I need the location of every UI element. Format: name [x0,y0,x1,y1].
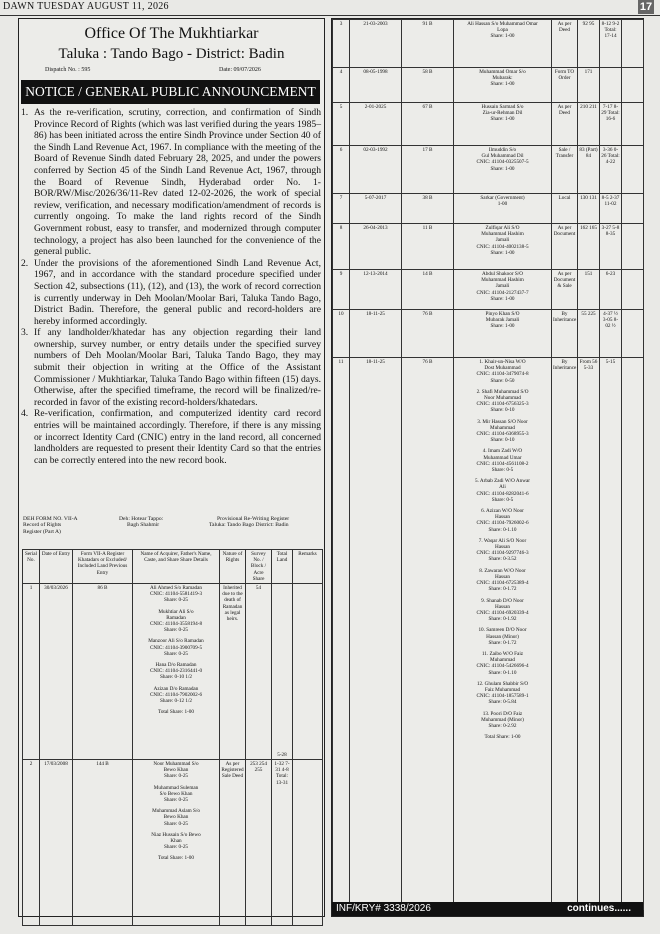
col-date: Date of Entry [40,550,73,584]
remarks-cell [622,20,644,68]
table-row [333,270,644,310]
owner-line: Share: 1-00 [490,116,515,123]
total-cell: 8-12 9-2 Total: 17-14 [600,20,622,68]
form-register: Register (Part A) [23,528,61,535]
owners-cell [133,584,220,760]
owner-line: CNIC: 41104-2316441-0 [149,668,203,675]
remarks-cell [622,270,644,310]
notice-left-column [18,18,325,917]
owner-line: CNIC: 41104-6368955-3 [476,431,529,438]
owner-line: Muhammad Aslam S/o [152,808,200,815]
form-number: DEH FORM NO. VII-A [23,516,78,522]
owner-line: Share: 0-5.84 [488,699,517,706]
notice-banner: NOTICE / GENERAL PUBLIC ANNOUNCEMENT [21,80,320,104]
owner-line: Share: 0-5 [491,496,514,503]
owner-line: Share: 0-1.10 [488,669,517,676]
form-cell: 76 B [402,310,454,358]
owner-line: Pinyo Khan S/O [485,311,520,317]
owner-line: Share: 0-1.72 [488,586,517,593]
owner-line: Total Share: 1-00 [158,855,194,862]
nature-cell: As per Document [552,224,578,270]
paragraph-number: 3. [21,327,29,339]
masthead [0,0,660,16]
owner-line: Ali Hassan S/o Muhammad Omar [467,21,538,27]
owner-line: CNIC: 41104-8282041-6 [476,490,529,497]
nature-cell: As per Document & Sale [552,270,578,310]
col-total: Total Land [272,550,293,584]
survey-cell: 171 [578,68,600,103]
owners-cell [454,310,552,358]
form-cell: 144 B [73,760,133,926]
notice-footer [332,902,643,916]
owner-line: Share: 0-25 [163,844,189,851]
nature-cell: Inherited due to the death of Ramadan as legal heirs. [220,584,246,760]
owner-line: Noor Muhammad [483,395,522,402]
notice-paragraphs [21,107,321,466]
survey-cell: From 56 5-33 [578,358,600,910]
owner-line: Share: 1-00 [490,323,515,330]
owner-line: CNIC: 41104-3479074-8 [476,371,529,378]
paragraph-text: As the re-verification, scrutiny, correction, and confirmation of Sindh Province Record of Rights (which was last verified during the years 1985–86) has been initiated across the entire Sindh Province under Section 40 of the Sindh Land Revenue Act, 1967. In compliance with the meeting of the Board of Revenue Sindh dated February 28, 2025, and under the powers conferred by Section 45 of the Sindh Land Revenue Act, 1967, through the Board of Revenue Sindh, Hyderabad order No. 1-BOR/RW/Misc/2026/36/11-Rev dated 12-02-2026, the work of special review, verification, and necessary modification/amendment of records is currently ongoing. To make the land rights record of the Sindh Government robust, easy to transfer, and modernized through computer technology, a project has also been launched for the convenience of the general public. [34,107,321,258]
owner-line: CNIC: 41104-5581419-3 [149,591,203,598]
nature-cell: By Inheritance [552,310,578,358]
owner-line: Share: 0-1.72 [488,639,517,646]
page-number: 17 [639,1,653,13]
owner-line: Share: 0-10 [490,437,515,444]
form-cell: 86 B [73,584,133,760]
owner-line: 4. Imam Zadi W/O [482,448,523,455]
owner-line: Share: 0-1.10 [488,526,517,533]
serial-cell: 7 [333,194,350,224]
owner-line: Share: 0-25 [163,820,189,827]
owner-line: Muhammad Hashim [481,231,524,238]
owner-line: Muhammad (Minor) [481,716,524,723]
remarks-cell [622,146,644,194]
form-taluka: Taluka: Tando Bago District: Badin [209,522,289,529]
total-value: 5-28 [277,751,287,758]
owner-line: Share: 0-25 [163,627,189,634]
table-row [23,584,323,760]
table-header-row [23,550,323,584]
owner-line: Hassan [495,514,510,521]
owner-line: Muhammad Hashim [481,277,524,284]
owner-line: 6. Azizan W/O Noor [481,508,524,515]
form-header-left [23,516,78,535]
owner-line: CNIC: 41104-6920339-4 [476,609,529,616]
footer-continues: continues...... [567,903,631,914]
owner-line: Manzoor Ali S/o Ramadan [148,638,204,645]
total-cell: 5-15 [600,358,622,910]
survey-cell: 210 211 [578,103,600,146]
form-cell: 11 B [402,224,454,270]
owner-line: CNIC: 41104-9297746-3 [476,550,529,557]
paragraph-number: 2. [21,257,29,269]
owner-line: CNIC: 41104-4561108-2 [476,460,529,467]
total-cell: 3-36 0-26 Total: 4-22 [600,146,622,194]
owner-line: Ali [499,484,506,491]
remarks-cell [622,103,644,146]
owner-line: Noor Muhammad S/o [153,761,199,768]
owner-line: Hassan (Minor) [486,633,519,640]
form-record: Record of Rights [23,522,62,529]
total-cell: 4-37 ½ 3-05 8-02 ½ [600,310,622,358]
owner-line: Hassan [495,603,510,610]
owner-line: 3. Mir Hassan S/O Noor [477,418,528,425]
taluka-title: Taluka : Tando Bago - District: Badin [58,46,285,62]
serial-cell: 1 [23,584,40,760]
form-cell: 17 B [402,146,454,194]
table-row [333,103,644,146]
table-row [333,224,644,270]
survey-cell: 83 (Part) 84 [578,146,600,194]
form-register-title: Provisional Re-Writing Register [217,516,290,522]
serial-cell: 5 [333,103,350,146]
notice-paragraph [21,327,321,408]
owners-cell [454,103,552,146]
owner-line: CNIC: 41104-3900709-5 [149,644,203,651]
owner-line: Share: 0-25 [163,797,189,804]
notice-paragraph [21,408,321,466]
form-deh: Deh: Hotear Tappo: [119,516,164,522]
survey-cell: 55 225 [578,310,600,358]
owner-line: Lopa [497,27,508,34]
owner-line: Muhammad Omar S/o [479,69,526,75]
remarks-cell [293,760,323,926]
col-remarks: Remarks [293,550,323,584]
owners-cell [454,194,552,224]
paragraph-text: If any landholder/khatedar has any objection regarding their land ownership, survey number, or entry details under the specified survey numbers of Deh Moolan/Moolar Bari, Taluka Tando Bago, they may submit their objection in writing at the Office of the Assistant Commissioner / Mukhtiarkar, Taluka Tando Bago within fifteen (15) days. Otherwise, after the specified timeframe, the record will be finalized/re-recorded in favor of the existing record-holders/khatedars. [34,327,321,408]
remarks-cell [622,310,644,358]
office-title: Office Of The Mukhtiarkar [84,25,259,42]
owner-line: Muhammad Umar [483,454,522,461]
owner-line: 13. Poori D/O Faiz [482,710,523,717]
table-row [333,310,644,358]
owner-line: Muhammad [489,424,516,431]
notice-date: Date: 09/07/2026 [219,67,261,73]
serial-cell: 10 [333,310,350,358]
owner-line: Share: 1-00 [490,249,515,256]
serial-cell: 8 [333,224,350,270]
table-row [333,146,644,194]
paragraph-text: Under the provisions of the aforementioned Sindh Land Revenue Act, 1967, and in accordance with the standard procedure specified under Section 42, subsections (11), (12), and (13), the work of record correction is currently underway in Deh Moolan/Moolar Bari, Taluka Tando Bago, District Badin. Therefore, the general public and record-holders are hereby informed accordingly. [34,257,321,327]
date-cell: 02-03-1992 [350,146,402,194]
total-cell: 8-5 2-37 11-02 [600,194,622,224]
serial-cell: 9 [333,270,350,310]
owner-line: Share: 0-10 [490,407,515,414]
owners-cell [454,146,552,194]
owner-line: 9. Shanab D/O Noor [481,597,524,604]
owner-line: Khan [170,838,182,845]
owner-line: Zulfiqar Ali S/O [485,225,520,231]
masthead-rule [0,15,660,16]
survey-cell: 54 [246,584,272,760]
date-cell: 5-07-2017 [350,194,402,224]
form-cell: 91 B [402,20,454,68]
owner-line: Hussain Sarmad S/o [481,104,524,110]
date-cell: 12-13-2014 [350,270,402,310]
date-cell: 17/03/2008 [40,760,73,926]
dateline: DAWN TUESDAY AUGUST 11, 2026 [3,1,169,12]
owners-cell [454,358,552,910]
owner-line: CNIC: 41104-7926002-6 [476,520,529,527]
owner-line: CNIC: 41104-2127437-7 [476,289,529,296]
serial-cell: 11 [333,358,350,910]
owner-line: Share: 0-25 [163,650,189,657]
owner-line: Zia-ur-Rehman Dil [482,110,523,117]
owner-line: CNIC: 41104-5426696-4 [476,663,529,670]
owner-line: 7. Waqar Ali S/O Noor [478,537,527,544]
owner-line: CNIC: 41104-6756325-3 [476,401,529,408]
records-table-left [22,549,323,926]
nature-cell: Form TO Order [552,68,578,103]
paragraph-number: 1. [21,107,29,118]
owner-line: Muhammad Suleman [153,784,199,791]
owner-line: Share: 1-00 [490,81,515,88]
owners-cell [133,760,220,926]
nature-cell: Local [552,194,578,224]
survey-cell: 130 131 [578,194,600,224]
col-survey: Survey No. / Block / Acre Share [246,550,272,584]
owner-line: Share: 1-00 [490,165,515,172]
owner-line: Share: 0-5 [491,467,514,474]
serial-cell: 3 [333,20,350,68]
owner-line: Ramadan [166,614,186,621]
owner-line: Niaz Hussain S/o Bewo [151,831,201,838]
notice-paragraph [21,258,321,328]
owner-line: Share: 0-12 1/2 [160,698,192,705]
owner-line: CNIC: 41104-1857589-1 [476,693,529,700]
form-cell: 67 B [402,103,454,146]
paragraph-text: Re-verification, confirmation, and computerized identity card record entries will be maintained accordingly. Therefore, if there is any missing or incorrect Identity Card (CNIC) entry in the land record, all concerned landholders are requested to present their Identity Card so that the entries can be correctly entered into the new record book. [34,408,321,466]
owners-cell [454,20,552,68]
owner-line: Muhammad [489,657,516,664]
col-serial: Serial No. [23,550,40,584]
owner-line: Total Share: 1-00 [484,734,521,741]
remarks-cell [622,68,644,103]
table-row [23,760,323,926]
owner-line: Share: 1-00 [490,295,515,302]
form-header-middle [119,516,163,529]
total-cell: 7-17 8-29 Total: 16-6 [600,103,622,146]
serial-cell: 2 [23,760,40,926]
owner-line: Share: 0-3.52 [488,556,517,563]
owner-line: 2. Shafi Muhammad S/O [476,388,529,395]
owner-line: Jamali [495,237,510,244]
nature-cell: Sale / Transfer [552,146,578,194]
owner-line: Share: 1-00 [490,33,515,40]
remarks-cell [622,358,644,910]
owners-cell [454,68,552,103]
nature-cell: As per Registered Sale Deed [220,760,246,926]
owner-line: Total Share: 1-00 [158,709,194,716]
owner-line: 11. Zaibo W/O Faiz [481,650,524,657]
owner-line: CNIC: 41104-6725389-4 [476,580,529,587]
remarks-cell [622,194,644,224]
remarks-cell [622,224,644,270]
owner-line: Share: 0-25 [163,597,189,604]
remarks-cell [293,584,323,760]
serial-cell: 4 [333,68,350,103]
date-cell: 21-03-2003 [350,20,402,68]
dispatch-number: Dispatch No. : 595 [45,67,91,73]
owner-line: Mubarak Jamali [485,317,520,324]
owner-line: Ali Ahmed S/o Ramadan [149,585,202,592]
total-cell [272,584,293,760]
table-row [333,194,644,224]
date-cell: 26-04-2013 [350,224,402,270]
owner-line: Bewo Khan [163,767,189,774]
owner-line: Hassan [495,573,510,580]
date-cell: 18-11-25 [350,358,402,910]
owner-line: Ilmuddin S/o [488,147,517,153]
owner-line: Share: 0-2.92 [488,722,517,729]
col-form: Form VII-A Register Khatadars or Excluded/ Included Land Previous Entry [73,550,133,584]
form-header-right [209,516,289,529]
owner-line: S/o Bewo Khan [159,790,193,797]
owner-line: Azizan D/o Ramadan [153,685,199,692]
table-row [333,358,644,910]
survey-cell: 92 95 [578,20,600,68]
owner-line: CNIC: 41104-4002138-5 [476,243,529,250]
owner-line: Abdul Shakoor S/O [482,271,523,277]
date-cell: 30/03/2026 [40,584,73,760]
owner-line: Hana D/o Ramadan [155,662,197,669]
owner-line: 5. Arbab Zadi W/O Anwar [474,478,531,485]
form-cell: 14 B [402,270,454,310]
table-row [333,68,644,103]
owner-line: Share: 0-10 1/2 [160,674,192,681]
total-cell [600,68,622,103]
owner-line: 8. Zawaran W/O Noor [479,567,526,574]
owner-line: Sarkar (Government) [480,195,525,201]
owner-line: Mukhtiar Ali S/o [158,608,194,615]
nature-cell: As per Deed [552,103,578,146]
records-table-right [332,19,644,910]
footer-code: INF/KRY# 3338/2026 [336,903,431,914]
owner-line: Jamali [495,283,510,290]
survey-cell: 253 254 255 [246,760,272,926]
owner-line: Bewo Khan [163,814,189,821]
owner-line: Share: 0-1.92 [488,616,517,623]
owner-line: Dost Muhammad [484,365,521,372]
total-cell: 3-27 5-8 8-35 [600,224,622,270]
owner-line: CNIC: 41104-0325507-5 [476,159,529,166]
col-nature: Nature of Rights [220,550,246,584]
form-cell: 76 B [402,358,454,910]
serial-cell: 6 [333,146,350,194]
owner-line: Gul Muhammad Dil [481,153,524,160]
nature-cell: By Inheritance [552,358,578,910]
owner-line: 1. Khair-un-Nisa W/O [479,359,526,365]
survey-cell: 151 [578,270,600,310]
table-row [333,20,644,68]
owner-line: Hassan [495,544,510,551]
owner-line: Share: 0-50 [490,377,515,384]
form-cell: 38 B [402,194,454,224]
survey-cell: 162 165 [578,224,600,270]
col-acquirer: Name of Acquirer, Father's Name, Caste, and Share Share Details [133,550,220,584]
owner-line: Share: 0-25 [163,773,189,780]
owner-line: CNIC: 41104-7902002-6 [149,691,203,698]
total-cell: 6-23 [600,270,622,310]
form-tappo: Bagh Shahmir [127,522,160,529]
owners-cell [454,224,552,270]
owner-line: CNIC: 41104-3558194-8 [149,621,203,628]
owner-line: 1-00 [497,201,508,208]
date-cell: 18-11-25 [350,310,402,358]
date-cell: 08-05-1998 [350,68,402,103]
total-cell: 1-32 7-31 4-8 Total: 13-31 [272,760,293,926]
paragraph-number: 4. [21,408,29,420]
form-cell: 58 B [402,68,454,103]
owners-cell [454,270,552,310]
date-cell: 2-01-2025 [350,103,402,146]
owner-line: Mubarak: [492,75,513,82]
nature-cell: As per Deed [552,20,578,68]
notice-right-column [331,18,644,917]
owner-line: 10. Samreen D/O Noor [478,627,527,634]
owner-line: 12. Ghulam Shabbir S/O [476,680,529,687]
owner-line: Faiz Muhammad [484,686,521,693]
notice-paragraph [21,107,321,258]
